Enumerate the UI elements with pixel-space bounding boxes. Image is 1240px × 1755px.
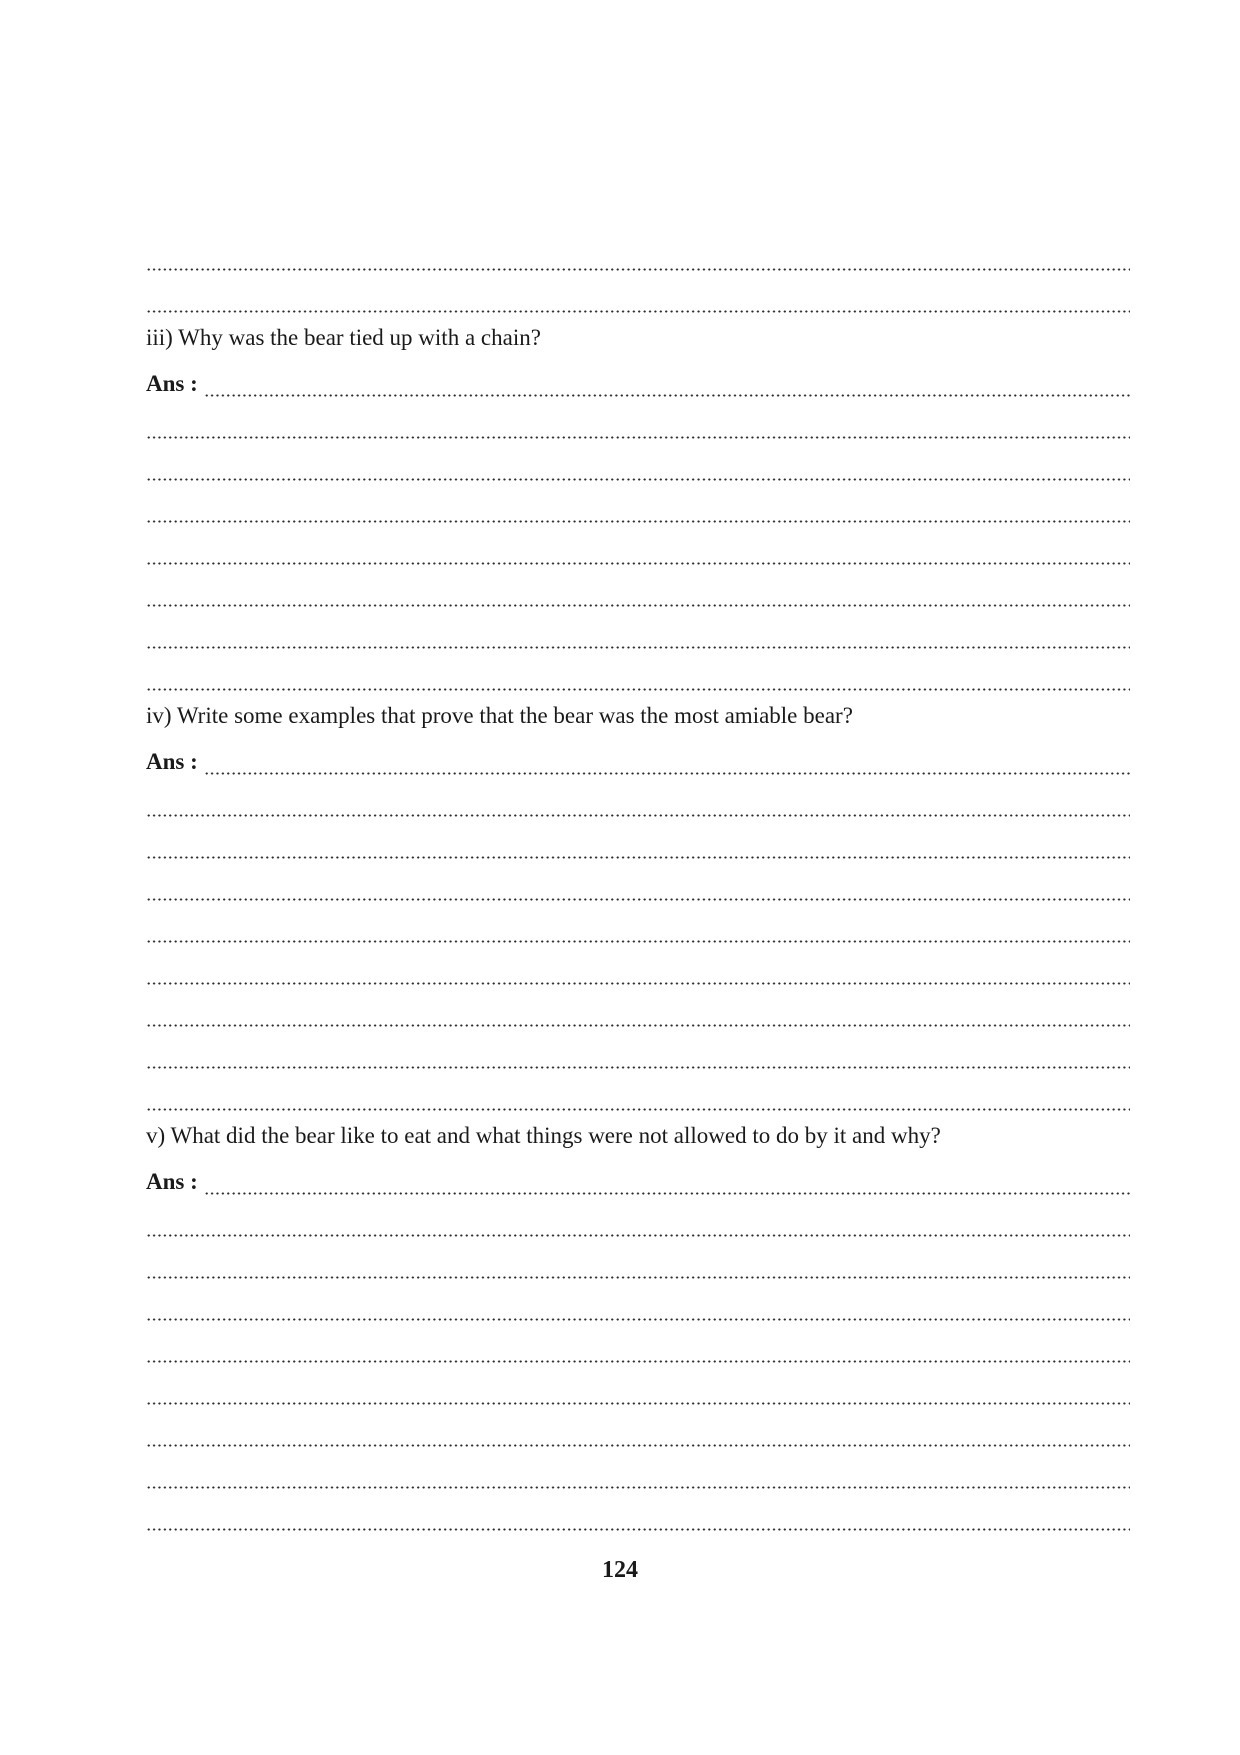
dotted-leader — [146, 1234, 1130, 1237]
answer-line[interactable] — [146, 907, 1130, 949]
dotted-leader — [204, 1192, 1130, 1195]
dotted-leader — [146, 1360, 1130, 1363]
answer-line[interactable] — [146, 1243, 1130, 1285]
dotted-leader — [146, 688, 1130, 691]
answer-line[interactable] — [146, 1453, 1130, 1495]
answer-line[interactable] — [146, 1369, 1130, 1411]
answer-line[interactable] — [146, 277, 1130, 319]
dotted-leader — [146, 604, 1130, 607]
dotted-leader — [146, 1402, 1130, 1405]
dotted-leader — [146, 940, 1130, 943]
answer-line-first[interactable] — [146, 361, 1130, 403]
dotted-leader — [146, 520, 1130, 523]
answer-line[interactable] — [146, 613, 1130, 655]
dotted-leader — [204, 772, 1130, 775]
dotted-leader — [146, 310, 1130, 313]
dotted-leader — [146, 1444, 1130, 1447]
answer-line[interactable] — [146, 1201, 1130, 1243]
answer-label: Ans : — [146, 371, 198, 396]
dotted-leader — [146, 646, 1130, 649]
dotted-leader — [204, 394, 1130, 397]
worksheet-content — [146, 235, 1130, 1537]
answer-line[interactable] — [146, 1495, 1130, 1537]
dotted-leader — [146, 1024, 1130, 1027]
answer-line[interactable] — [146, 1075, 1130, 1117]
answer-line[interactable] — [146, 445, 1130, 487]
question-text: v) What did the bear like to eat and what things were not allowed to do by it and why? — [146, 1123, 941, 1148]
question-text: iii) Why was the bear tied up with a chain? — [146, 325, 541, 350]
answer-label: Ans : — [146, 749, 198, 774]
answer-line[interactable] — [146, 487, 1130, 529]
dotted-leader — [146, 478, 1130, 481]
answer-line[interactable] — [146, 949, 1130, 991]
dotted-leader — [146, 268, 1130, 271]
question-text: iv) Write some examples that prove that the bear was the most amiable bear? — [146, 703, 853, 728]
dotted-leader — [146, 856, 1130, 859]
dotted-leader — [146, 1486, 1130, 1489]
dotted-leader — [146, 562, 1130, 565]
answer-line[interactable] — [146, 655, 1130, 697]
dotted-leader — [146, 1528, 1130, 1531]
dotted-leader — [146, 1318, 1130, 1321]
answer-line[interactable] — [146, 991, 1130, 1033]
answer-line-first[interactable] — [146, 739, 1130, 781]
answer-line[interactable] — [146, 235, 1130, 277]
dotted-leader — [146, 898, 1130, 901]
answer-label: Ans : — [146, 1169, 198, 1194]
dotted-leader — [146, 1066, 1130, 1069]
answer-line[interactable] — [146, 823, 1130, 865]
answer-line-first[interactable] — [146, 1159, 1130, 1201]
answer-line[interactable] — [146, 571, 1130, 613]
answer-line[interactable] — [146, 1411, 1130, 1453]
answer-line[interactable] — [146, 1327, 1130, 1369]
answer-line[interactable] — [146, 781, 1130, 823]
dotted-leader — [146, 1276, 1130, 1279]
dotted-leader — [146, 814, 1130, 817]
dotted-leader — [146, 982, 1130, 985]
answer-line[interactable] — [146, 529, 1130, 571]
answer-line[interactable] — [146, 403, 1130, 445]
page-number: 124 — [602, 1557, 638, 1583]
answer-line[interactable] — [146, 865, 1130, 907]
answer-line[interactable] — [146, 1285, 1130, 1327]
dotted-leader — [146, 436, 1130, 439]
answer-line[interactable] — [146, 1033, 1130, 1075]
dotted-leader — [146, 1108, 1130, 1111]
